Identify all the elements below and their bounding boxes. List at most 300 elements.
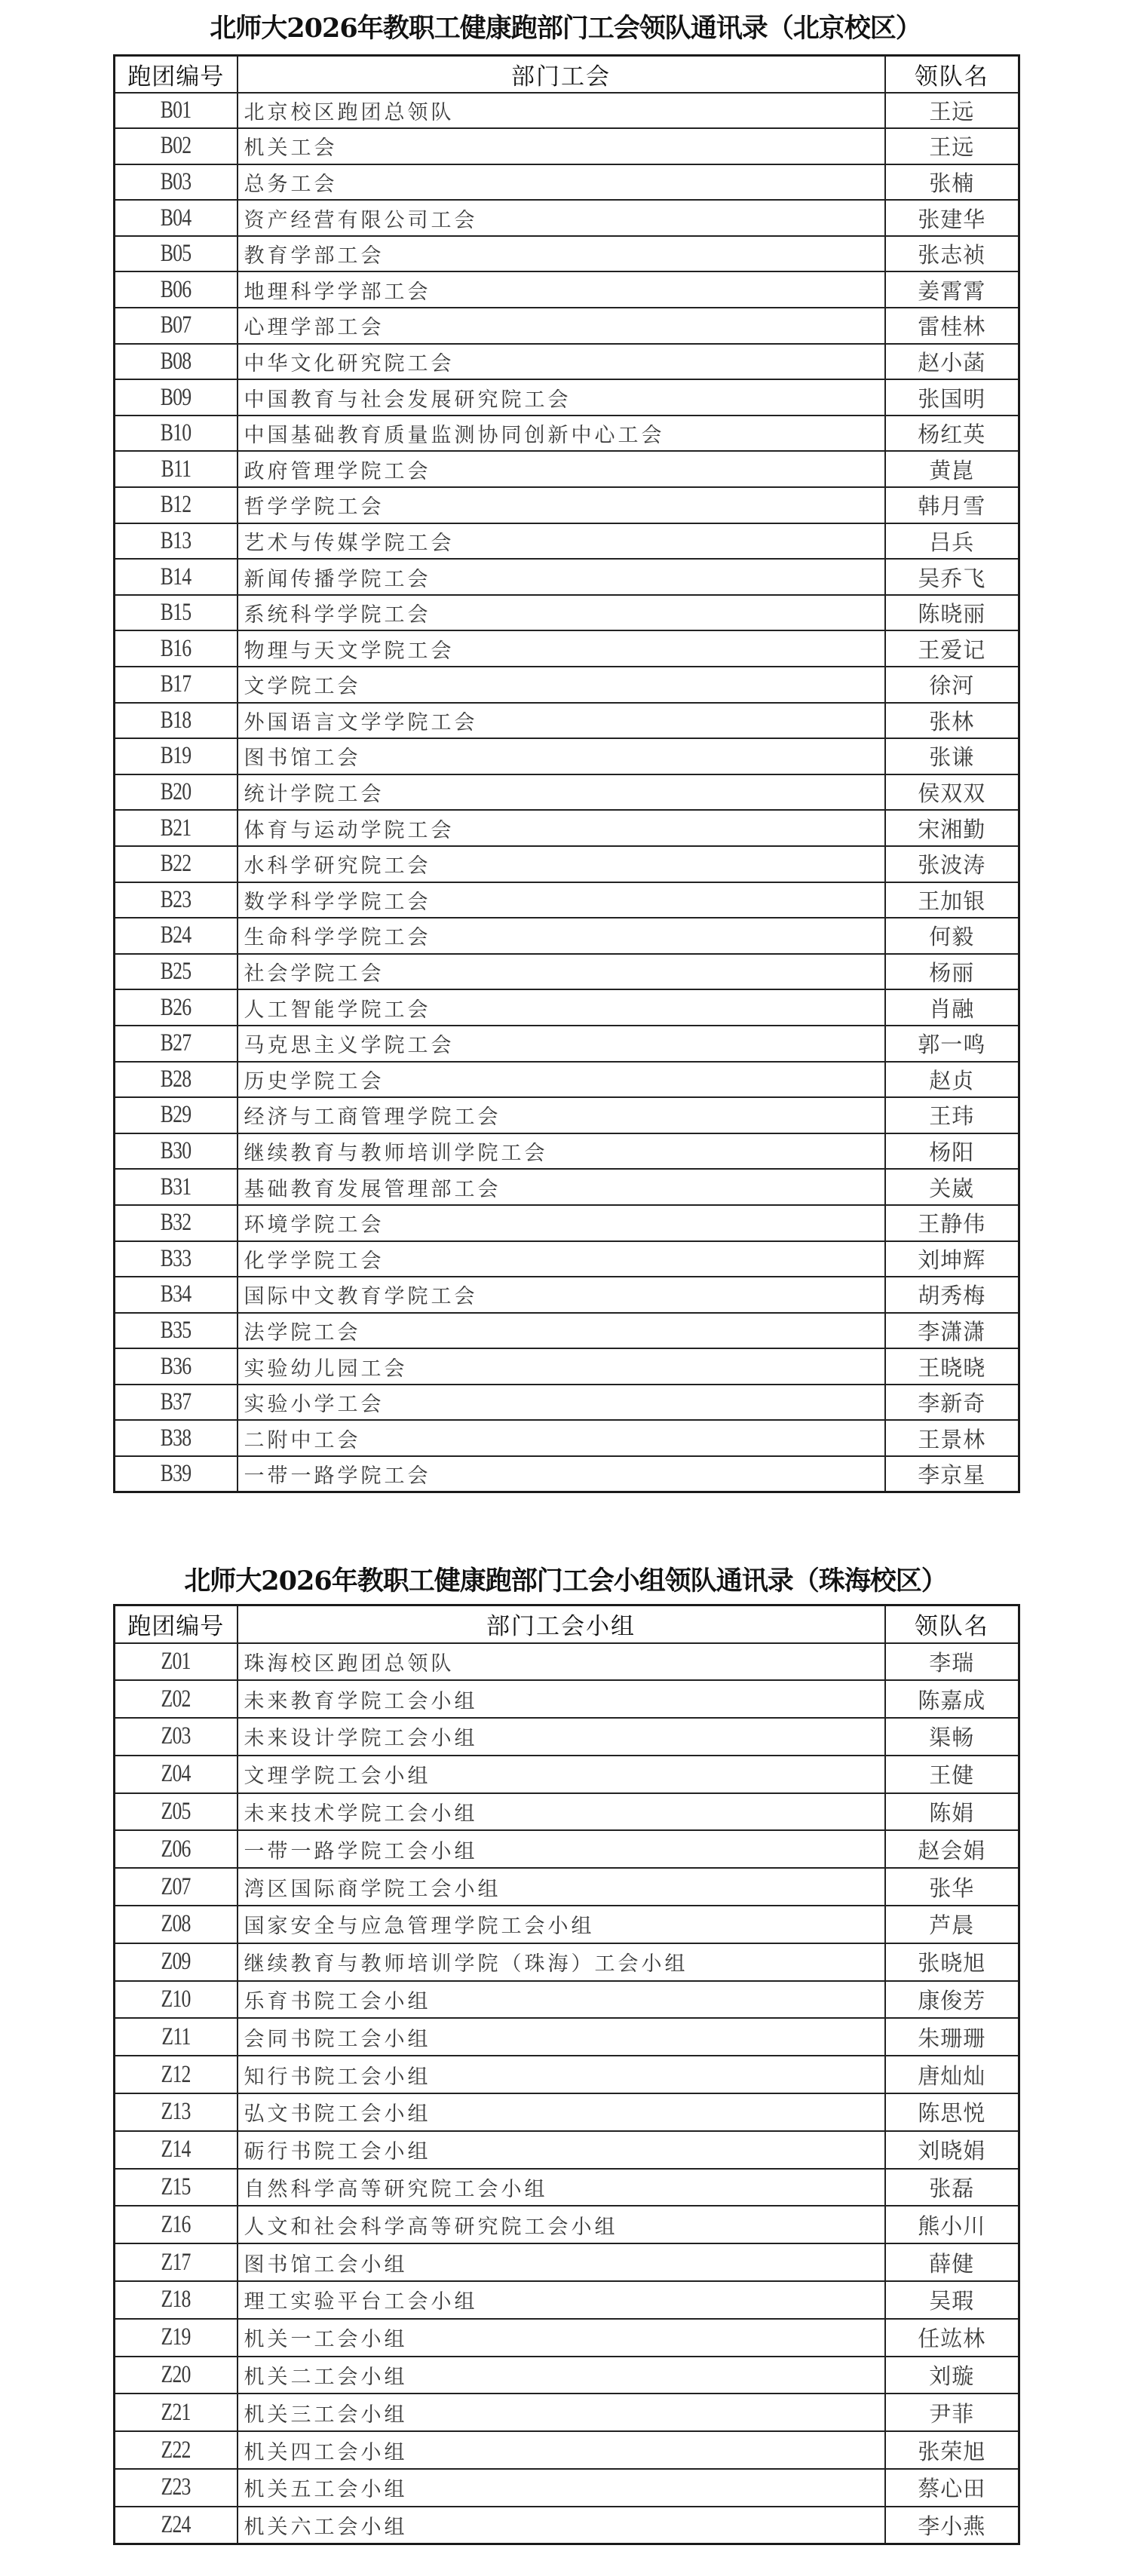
leader-name-cell: 黄崑 [885,451,1019,487]
leader-name-cell: 徐河 [885,667,1019,703]
table-row [115,1830,1019,1868]
department-cell: 文理学院工会小组 [238,1756,885,1793]
team-id-cell [115,2056,238,2093]
leader-name-cell: 张波涛 [885,846,1019,882]
team-id-cell [115,595,238,631]
table-row [115,595,1019,631]
department-cell: 数学科学学院工会 [238,882,885,918]
department-cell: 政府管理学院工会 [238,451,885,487]
leader-name-cell: 张志祯 [885,236,1019,272]
team-id: B31 [160,1173,192,1201]
table-row [115,1385,1019,1421]
team-id: B25 [160,958,192,986]
department-cell: 北京校区跑团总领队 [238,93,885,129]
team-id: B21 [160,814,192,842]
department-cell: 文学院工会 [238,667,885,703]
table-row [115,1756,1019,1793]
table-row [115,1906,1019,1943]
leader-name-cell: 杨红英 [885,416,1019,452]
leader-name-cell: 赵小菡 [885,344,1019,380]
table-row [115,738,1019,774]
team-id-cell [115,2281,238,2319]
zhuhai-roster-body [115,1643,1019,2544]
team-id: Z07 [161,1872,191,1900]
table-row [115,2357,1019,2394]
column-header-leader: 领队名 [885,56,1019,93]
team-id: B14 [160,563,192,590]
department-cell: 社会学院工会 [238,954,885,990]
department-cell: 理工实验平台工会小组 [238,2281,885,2319]
leader-name-cell: 王景林 [885,1420,1019,1456]
department-cell: 心理学部工会 [238,308,885,344]
team-id: B34 [160,1280,192,1308]
team-id: B15 [160,599,192,627]
team-id: B05 [160,240,192,268]
leader-name-cell: 吕兵 [885,523,1019,560]
department-cell: 机关四工会小组 [238,2431,885,2469]
table-row [115,379,1019,416]
team-id: Z10 [161,1986,191,2013]
leader-name-cell: 王晓晓 [885,1348,1019,1385]
table-row [115,1680,1019,1718]
team-id-cell [115,810,238,846]
team-id-cell [115,271,238,308]
team-id: B20 [160,778,192,806]
column-header-department: 部门工会 [238,56,885,93]
leader-name-cell: 吴乔飞 [885,559,1019,595]
department-cell: 中国基础教育质量监测协同创新中心工会 [238,416,885,452]
table-row [115,1643,1019,1681]
table-row [115,2281,1019,2319]
table-row [115,128,1019,164]
leader-name-cell: 王远 [885,93,1019,129]
team-id-cell [115,1868,238,1906]
team-id-cell [115,1169,238,1205]
team-id-cell [115,1943,238,1981]
team-id: B06 [160,275,192,303]
leader-name-cell: 关崴 [885,1169,1019,1205]
leader-name-cell: 李小燕 [885,2507,1019,2544]
team-id: B04 [160,204,192,232]
team-id: B33 [160,1244,192,1272]
department-cell: 马克思主义学院工会 [238,1026,885,1062]
department-cell: 机关三工会小组 [238,2394,885,2431]
department-cell: 哲学学院工会 [238,487,885,523]
team-id: Z02 [161,1685,191,1713]
table-row [115,1793,1019,1831]
table-row [115,1981,1019,2019]
department-cell: 知行书院工会小组 [238,2056,885,2093]
team-id-cell [115,1456,238,1492]
leader-name-cell: 王玮 [885,1097,1019,1133]
leader-name-cell: 韩月雪 [885,487,1019,523]
table-row [115,1277,1019,1313]
team-id: B13 [160,526,192,554]
table-row [115,2018,1019,2056]
team-id: Z17 [161,2248,191,2276]
team-id-cell [115,451,238,487]
table-row [115,271,1019,308]
team-id-cell [115,738,238,774]
leader-name-cell: 李京星 [885,1456,1019,1492]
team-id: B09 [160,383,192,411]
table-row [115,1313,1019,1349]
team-id-cell [115,1241,238,1277]
team-id: B23 [160,885,192,913]
table-row [115,846,1019,882]
department-cell: 中华文化研究院工会 [238,344,885,380]
table-row [115,451,1019,487]
department-cell: 物理与天文学院工会 [238,630,885,667]
department-cell: 外国语言文学学院工会 [238,703,885,739]
table-row [115,630,1019,667]
column-header-department-group: 部门工会小组 [238,1605,885,1643]
department-cell: 生命科学学院工会 [238,918,885,954]
team-id: Z18 [161,2286,191,2314]
table-row [115,882,1019,918]
table-row [115,1026,1019,1062]
department-cell: 历史学院工会 [238,1062,885,1098]
team-id-cell [115,1062,238,1098]
leader-name-cell: 渠畅 [885,1718,1019,1756]
leader-name-cell: 张荣旭 [885,2431,1019,2469]
leader-name-cell: 康俊芳 [885,1981,1019,2019]
department-cell: 未来技术学院工会小组 [238,1793,885,1831]
table-row [115,2319,1019,2357]
leader-name-cell: 杨阳 [885,1133,1019,1170]
table-row [115,1943,1019,1981]
department-cell: 基础教育发展管理部工会 [238,1169,885,1205]
department-cell: 未来教育学院工会小组 [238,1680,885,1718]
team-id-cell [115,2357,238,2394]
leader-name-cell: 陈娟 [885,1793,1019,1831]
table-header-row [115,56,1019,93]
table-row [115,918,1019,954]
team-id-cell [115,2431,238,2469]
zhuhai-roster-title: 北师大2026年教职工健康跑部门工会小组领队通讯录（珠海校区） [184,1566,947,1596]
team-id: B39 [160,1460,192,1488]
team-id: Z04 [161,1760,191,1788]
leader-name-cell: 薛健 [885,2243,1019,2281]
leader-name-cell: 唐灿灿 [885,2056,1019,2093]
department-cell: 系统科学学院工会 [238,595,885,631]
department-cell: 中国教育与社会发展研究院工会 [238,379,885,416]
table-row [115,2093,1019,2131]
department-cell: 机关二工会小组 [238,2357,885,2394]
team-id-cell [115,1906,238,1943]
team-id-cell [115,667,238,703]
team-id: B01 [160,96,192,124]
team-id: B38 [160,1424,192,1452]
team-id: B11 [161,455,192,483]
leader-name-cell: 尹菲 [885,2394,1019,2431]
team-id: B29 [160,1101,192,1129]
team-id-cell [115,523,238,560]
team-id: B24 [160,922,192,949]
leader-name-cell: 李潇潇 [885,1313,1019,1349]
department-cell: 环境学院工会 [238,1205,885,1241]
team-id: Z15 [161,2173,191,2201]
leader-name-cell: 朱珊珊 [885,2018,1019,2056]
department-cell: 机关工会 [238,128,885,164]
team-id: B22 [160,850,192,878]
table-row [115,1062,1019,1098]
table-row [115,989,1019,1026]
table-row [115,2243,1019,2281]
department-cell: 艺术与传媒学院工会 [238,523,885,560]
department-cell: 机关六工会小组 [238,2507,885,2544]
team-id: Z13 [161,2098,191,2126]
table-row [115,200,1019,236]
leader-name-cell: 姜霄霄 [885,271,1019,308]
leader-name-cell: 王静伟 [885,1205,1019,1241]
department-cell: 继续教育与教师培训学院工会 [238,1133,885,1170]
department-cell: 人工智能学院工会 [238,989,885,1026]
team-id: Z08 [161,1910,191,1938]
team-id-cell [115,630,238,667]
leader-name-cell: 张谦 [885,738,1019,774]
leader-name-cell: 张楠 [885,164,1019,201]
team-id: Z20 [161,2361,191,2389]
team-id: B37 [160,1388,192,1416]
team-id-cell [115,1277,238,1313]
department-cell: 地理科学学部工会 [238,271,885,308]
department-cell: 二附中工会 [238,1420,885,1456]
team-id: Z24 [161,2510,191,2538]
team-id: Z09 [161,1948,191,1976]
table-row [115,1133,1019,1170]
team-id-cell [115,1385,238,1421]
leader-name-cell: 张林 [885,703,1019,739]
leader-name-cell: 王远 [885,128,1019,164]
table-row [115,1097,1019,1133]
team-id-cell [115,846,238,882]
team-id: Z01 [161,1647,191,1675]
team-id-cell [115,2206,238,2243]
team-id: Z11 [161,2022,191,2050]
team-id-cell [115,1981,238,2019]
leader-name-cell: 李新奇 [885,1385,1019,1421]
team-id-cell [115,2319,238,2357]
team-id-cell [115,774,238,811]
team-id-cell [115,164,238,201]
table-row [115,523,1019,560]
leader-name-cell: 任竑林 [885,2319,1019,2357]
department-cell: 图书馆工会 [238,738,885,774]
department-cell: 体育与运动学院工会 [238,810,885,846]
team-id: B18 [160,706,192,734]
table-row [115,2469,1019,2507]
team-id-cell [115,703,238,739]
team-id-cell [115,236,238,272]
department-cell: 弘文书院工会小组 [238,2093,885,2131]
column-header-leader: 领队名 [885,1605,1019,1643]
team-id-cell [115,559,238,595]
team-id-cell [115,954,238,990]
table-header-row [115,1605,1019,1643]
table-row [115,1169,1019,1205]
leader-name-cell: 雷桂林 [885,308,1019,344]
department-cell: 一带一路学院工会小组 [238,1830,885,1868]
team-id-cell [115,1793,238,1831]
team-id-cell [115,1680,238,1718]
table-row [115,703,1019,739]
department-cell: 国家安全与应急管理学院工会小组 [238,1906,885,1943]
leader-name-cell: 刘坤辉 [885,1241,1019,1277]
table-row [115,487,1019,523]
table-row [115,1868,1019,1906]
team-id: Z12 [161,2060,191,2088]
team-id: B30 [160,1137,192,1165]
leader-name-cell: 张国明 [885,379,1019,416]
department-cell: 未来设计学院工会小组 [238,1718,885,1756]
department-cell: 机关五工会小组 [238,2469,885,2507]
column-header-team-id: 跑团编号 [115,1605,238,1643]
department-cell: 珠海校区跑团总领队 [238,1643,885,1681]
department-cell: 新闻传播学院工会 [238,559,885,595]
team-id-cell [115,1643,238,1681]
team-id-cell [115,487,238,523]
department-cell: 水科学研究院工会 [238,846,885,882]
column-header-team-id: 跑团编号 [115,56,238,93]
department-cell: 总务工会 [238,164,885,201]
leader-name-cell: 赵会娟 [885,1830,1019,1868]
leader-name-cell: 刘晓娟 [885,2131,1019,2169]
team-id: B32 [160,1209,192,1237]
team-id-cell [115,882,238,918]
team-id-cell [115,1313,238,1349]
table-row [115,308,1019,344]
team-id: B03 [160,167,192,195]
team-id: Z14 [161,2136,191,2164]
team-id: Z03 [161,1722,191,1750]
leader-name-cell: 张磊 [885,2169,1019,2206]
leader-name-cell: 张晓旭 [885,1943,1019,1981]
team-id: Z16 [161,2210,191,2238]
department-cell: 图书馆工会小组 [238,2243,885,2281]
department-cell: 乐育书院工会小组 [238,1981,885,2019]
leader-name-cell: 刘璇 [885,2357,1019,2394]
team-id-cell [115,1830,238,1868]
department-cell: 法学院工会 [238,1313,885,1349]
team-id: Z05 [161,1798,191,1826]
team-id: B16 [160,634,192,662]
team-id-cell [115,1133,238,1170]
department-cell: 人文和社会科学高等研究院工会小组 [238,2206,885,2243]
table-row [115,1718,1019,1756]
team-id-cell [115,1205,238,1241]
team-id-cell [115,2243,238,2281]
team-id-cell [115,1026,238,1062]
leader-name-cell: 王加银 [885,882,1019,918]
team-id-cell [115,416,238,452]
team-id-cell [115,1097,238,1133]
team-id-cell [115,2131,238,2169]
department-cell: 资产经营有限公司工会 [238,200,885,236]
team-id-cell [115,379,238,416]
team-id-cell [115,308,238,344]
team-id-cell [115,2469,238,2507]
table-row [115,2394,1019,2431]
table-row [115,344,1019,380]
team-id-cell [115,1420,238,1456]
department-cell: 砺行书院工会小组 [238,2131,885,2169]
department-cell: 一带一路学院工会 [238,1456,885,1492]
table-row [115,1241,1019,1277]
team-id-cell [115,200,238,236]
table-row [115,1348,1019,1385]
table-row [115,416,1019,452]
team-id-cell [115,2169,238,2206]
leader-name-cell: 何毅 [885,918,1019,954]
leader-name-cell: 吴瑕 [885,2281,1019,2319]
leader-name-cell: 张华 [885,1868,1019,1906]
team-id-cell [115,1348,238,1385]
team-id: B07 [160,311,192,339]
team-id-cell [115,2394,238,2431]
table-row [115,810,1019,846]
leader-name-cell: 陈思悦 [885,2093,1019,2131]
leader-name-cell: 陈晓丽 [885,595,1019,631]
team-id: Z19 [161,2323,191,2351]
table-row [115,559,1019,595]
department-cell: 继续教育与教师培训学院（珠海）工会小组 [238,1943,885,1981]
leader-name-cell: 王爱记 [885,630,1019,667]
team-id-cell [115,128,238,164]
team-id: B28 [160,1065,192,1093]
department-cell: 实验小学工会 [238,1385,885,1421]
team-id: B02 [160,132,192,160]
team-id-cell [115,989,238,1026]
team-id: B08 [160,347,192,375]
team-id: B36 [160,1352,192,1380]
table-row [115,2431,1019,2469]
department-cell: 经济与工商管理学院工会 [238,1097,885,1133]
leader-name-cell: 胡秀梅 [885,1277,1019,1313]
team-id: B10 [160,419,192,447]
beijing-roster-body [115,93,1019,1492]
team-id: B19 [160,742,192,770]
department-cell: 统计学院工会 [238,774,885,811]
team-id-cell [115,1756,238,1793]
department-cell: 化学学院工会 [238,1241,885,1277]
beijing-roster-table [113,54,1020,1493]
table-row [115,1205,1019,1241]
table-row [115,236,1019,272]
team-id: B12 [160,491,192,519]
department-cell: 实验幼儿园工会 [238,1348,885,1385]
table-row [115,954,1019,990]
team-id: B17 [160,670,192,698]
team-id-cell [115,344,238,380]
team-id-cell [115,93,238,129]
leader-name-cell: 杨丽 [885,954,1019,990]
leader-name-cell: 张建华 [885,200,1019,236]
team-id: B26 [160,993,192,1021]
team-id-cell [115,2507,238,2544]
table-row [115,1420,1019,1456]
team-id: Z06 [161,1835,191,1863]
team-id: Z23 [161,2473,191,2501]
team-id-cell [115,2093,238,2131]
leader-name-cell: 赵贞 [885,1062,1019,1098]
team-id: Z22 [161,2436,191,2464]
team-id: B27 [160,1029,192,1057]
team-id-cell [115,1718,238,1756]
table-row [115,2206,1019,2243]
table-row [115,2056,1019,2093]
department-cell: 自然科学高等研究院工会小组 [238,2169,885,2206]
